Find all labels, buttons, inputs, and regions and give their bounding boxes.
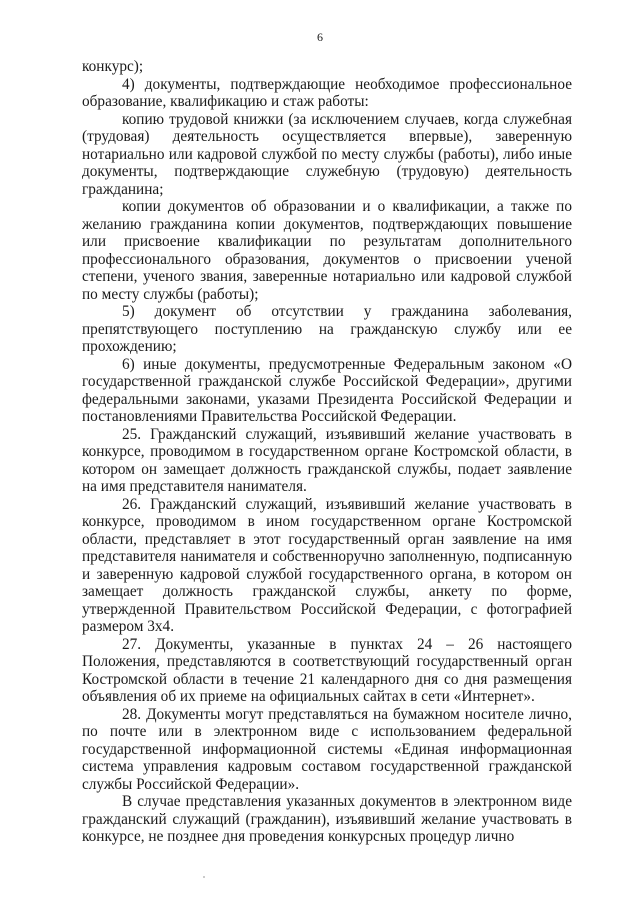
paragraph-25: 25. Гражданский служащий, изъявивший желание участвовать в конкурсе, проводимом в государственном органе Костромской области, в котором он замещает должность гражданской службы, подает заявление на имя представителя нанимателя. xyxy=(82,425,572,495)
paragraph-item-5: 5) документ об отсутствии у гражданина заболевания, препятствующего поступлению на гражданскую службу или ее прохождению; xyxy=(82,303,572,355)
paragraph-28: 28. Документы могут представляться на бумажном носителе лично, по почте или в электронном виде с использованием федеральной государственной информационной системы «Единая информационная система управления кадровым составом государственной гражданской службы Российской Федерации». xyxy=(82,705,572,793)
paragraph-26: 26. Гражданский служащий, изъявивший желание участвовать в конкурсе, проводимом в ином государственном органе Костромской области, представляет в этот государственный орган заявление на имя представителя нанимателя и собственноручно заполненную, подписанную и заверенную кадровой службой государственного органа, в котором он замещает должность гражданской службы, анкету по форме, утвержденной Правительством Российской Федерации, с фотографией размером 3х4. xyxy=(82,495,572,635)
paragraph-item-6: 6) иные документы, предусмотренные Федеральным законом «О государственной гражданской службе Российской Федерации», другими федеральными законами, указами Президента Российской Федерации и постановлениями Правительства Российской Федерации. xyxy=(82,355,572,425)
page-number: 6 xyxy=(317,30,323,44)
paragraph-electronic-submission: В случае представления указанных документов в электронном виде гражданский служащий (гражданин), изъявивший желание участвовать в конкурсе, не позднее дня проведения конкурсных процедур лично xyxy=(82,793,572,845)
paragraph-employment-record: копию трудовой книжки (за исключением случаев, когда служебная (трудовая) деятельность осуществляется впервые), заверенную нотариально или кадровой службой по месту службы (работы), либо иные документы, подтверждающие служебную (трудовую) деятельность гражданина; xyxy=(82,110,572,198)
paragraph-item-4: 4) документы, подтверждающие необходимое профессиональное образование, квалификацию и стаж работы: xyxy=(82,75,572,110)
paragraph-education-copies: копии документов об образовании и о квалификации, а также по желанию гражданина копии документов, подтверждающих повышение или присвоение квалификации по результатам дополнительного профессионального образования, документов о присвоении ученой степени, ученого звания, заверенные нотариально или кадровой службой по месту службы (работы); xyxy=(82,198,572,303)
paragraph-27: 27. Документы, указанные в пунктах 24 – 26 настоящего Положения, представляются в соответствующий государственный орган Костромской области в течение 21 календарного дня со дня размещения объявления об их приеме на официальных сайтах в сети «Интернет». xyxy=(82,635,572,705)
document-body xyxy=(82,58,572,846)
paragraph-continuation: конкурс); xyxy=(82,58,144,75)
scan-speck xyxy=(203,876,205,878)
